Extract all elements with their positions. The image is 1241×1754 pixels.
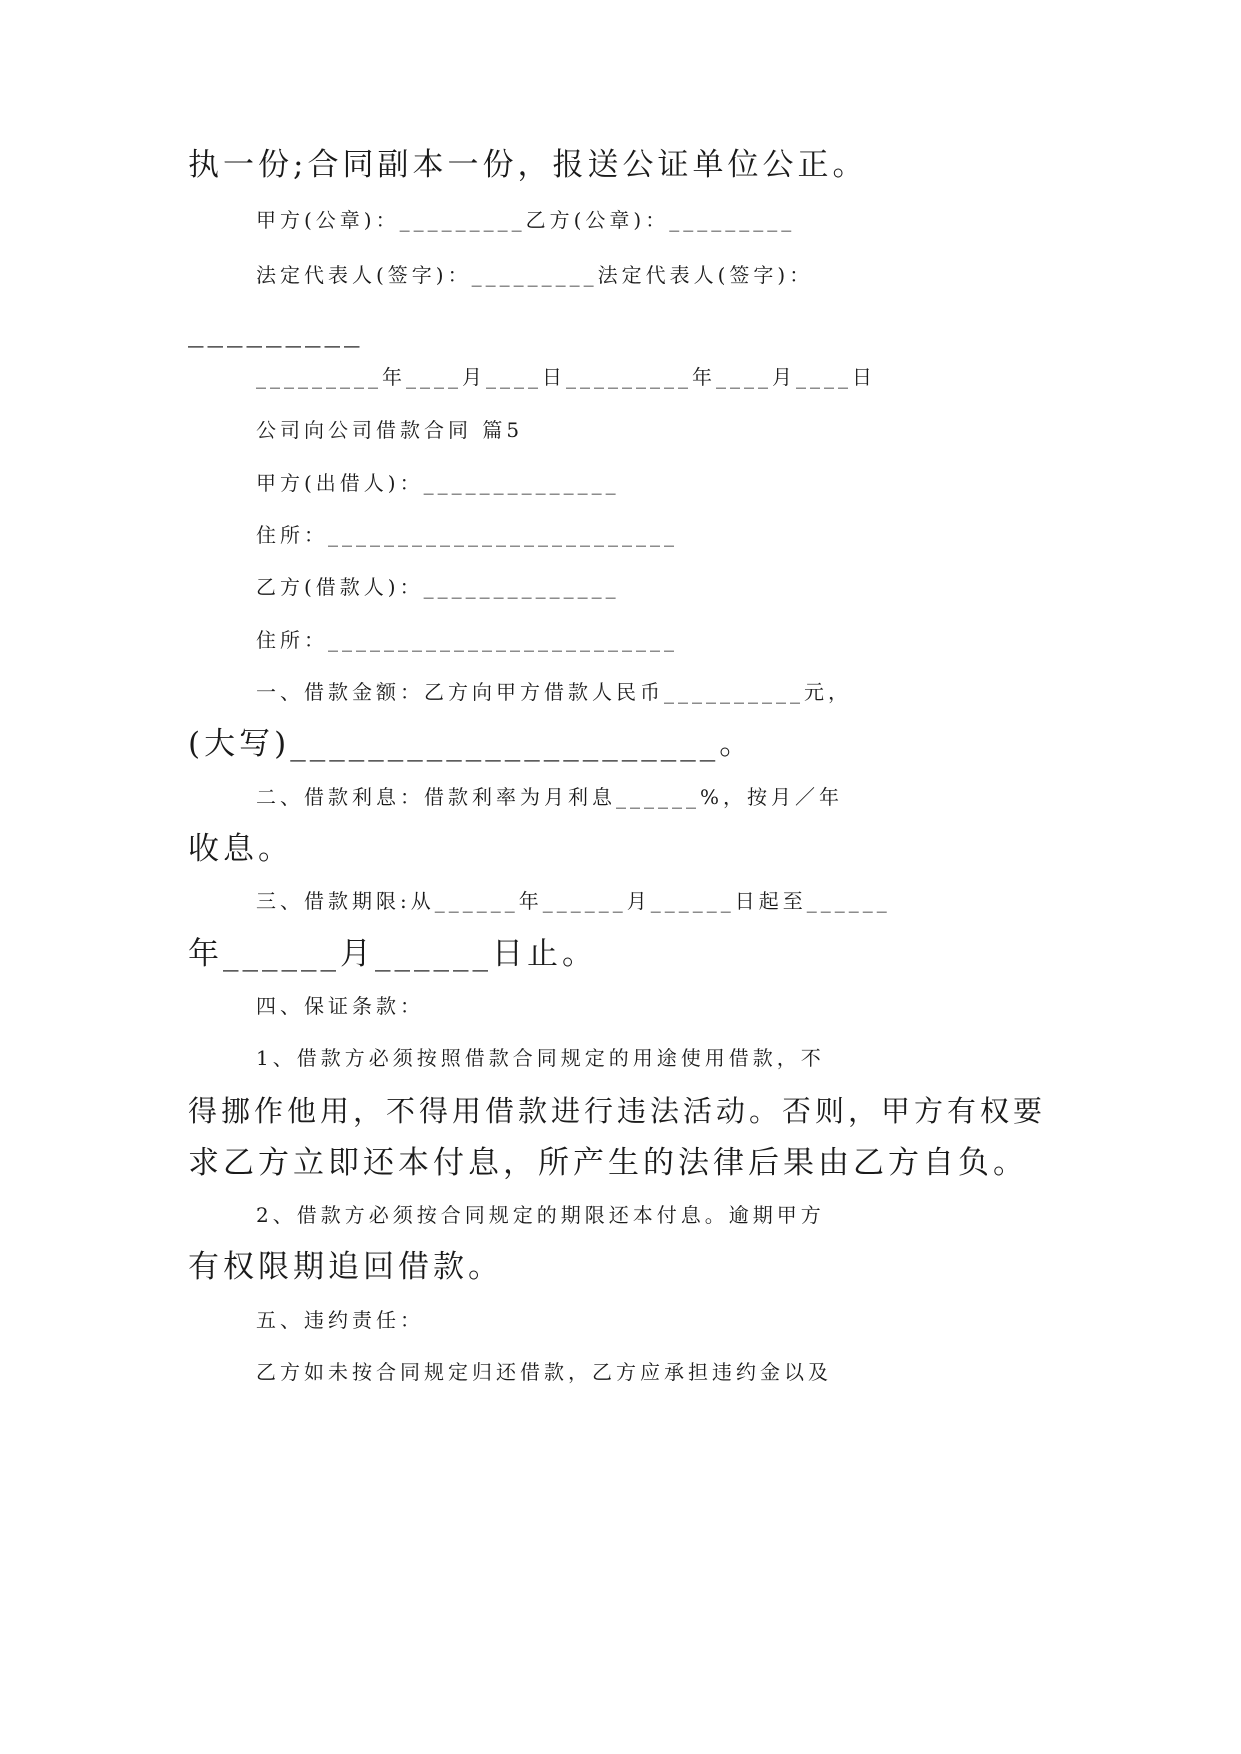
section-heading: 公司向公司借款合同 篇5 bbox=[256, 418, 524, 442]
text-line: 一、借款金额：乙方向甲方借款人民币__________元， bbox=[256, 680, 852, 704]
text-line: 1、借款方必须按照借款合同规定的用途使用借款，不 bbox=[256, 1046, 825, 1070]
text-line: 年______月______日止。 bbox=[188, 936, 597, 972]
text-line: 五、违约责任： bbox=[256, 1308, 424, 1332]
text-line: 求乙方立即还本付息，所产生的法律后果由乙方自负。 bbox=[188, 1145, 1028, 1181]
text-line: 二、借款利息：借款利率为月利息______%，按月／年 bbox=[256, 785, 844, 809]
text-line: 甲方(出借人)：______________ bbox=[256, 471, 620, 495]
text-line: 法定代表人(签字)：_________法定代表人(签字)： bbox=[256, 263, 814, 287]
text-line: _________年____月____日_________年____月____日 bbox=[256, 365, 876, 389]
text-line: 2、借款方必须按合同规定的期限还本付息。逾期甲方 bbox=[256, 1203, 825, 1227]
text-line: _________ bbox=[188, 312, 364, 348]
text-line: 三、借款期限:从______年______月______日起至______ bbox=[256, 889, 891, 913]
text-line: 执一份;合同副本一份，报送公证单位公正。 bbox=[188, 147, 868, 183]
text-line: 乙方如未按合同规定归还借款，乙方应承担违约金以及 bbox=[256, 1360, 832, 1384]
text-line: (大写)______________________。 bbox=[188, 726, 755, 762]
text-line: 有权限期追回借款。 bbox=[188, 1249, 503, 1285]
text-line: 收息。 bbox=[188, 831, 293, 867]
text-line: 四、保证条款： bbox=[256, 994, 424, 1018]
text-line: 乙方(借款人)：______________ bbox=[256, 575, 620, 599]
text-line: 得挪作他用，不得用借款进行违法活动。否则，甲方有权要 bbox=[188, 1094, 1047, 1128]
text-line: 甲方(公章)：_________乙方(公章)：_________ bbox=[256, 208, 796, 232]
text-line: 住所：_________________________ bbox=[256, 628, 678, 652]
text-line: 住所：_________________________ bbox=[256, 523, 678, 547]
